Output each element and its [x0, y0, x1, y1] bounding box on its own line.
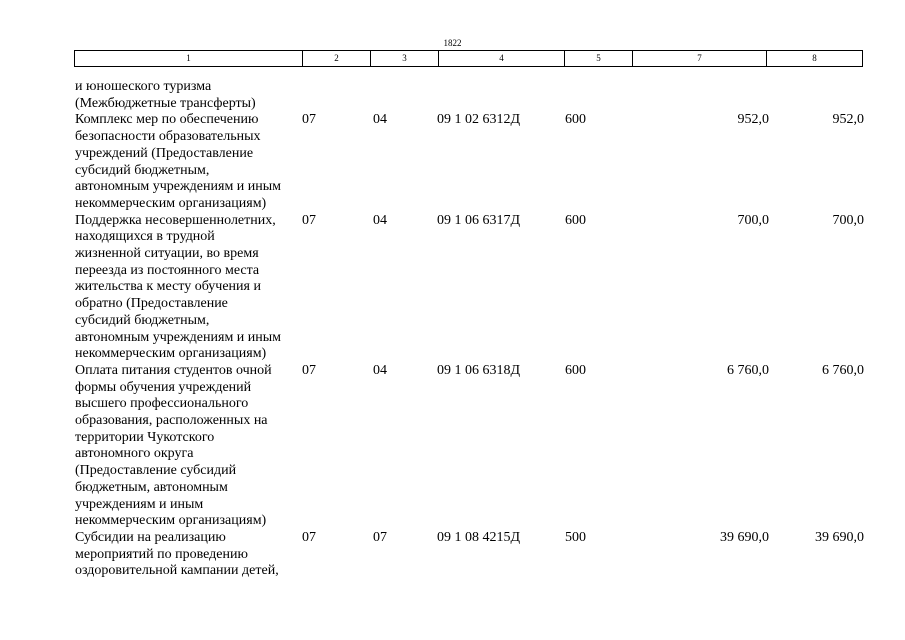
- row-amount-col8: 700,0: [832, 212, 864, 228]
- column-header-8: 8: [767, 51, 863, 67]
- row-amount-col8: 952,0: [832, 112, 864, 128]
- row-subsection: 07: [373, 529, 387, 545]
- row-expense-type: 600: [565, 212, 586, 228]
- row-name: Комплекс мер по обеспечению безопасности образовательных учреждений (Предоставление субсидий бюджетным, автономным учреждениям и иным некоммерческим организациям): [75, 112, 282, 211]
- page-number: 1822: [443, 38, 462, 48]
- row-section: 07: [302, 529, 316, 545]
- table-row: [75, 213, 865, 363]
- column-header-3: 3: [371, 51, 439, 67]
- row-section: 07: [302, 112, 316, 128]
- row-amount-col7: 700,0: [737, 212, 769, 228]
- row-section: 07: [302, 212, 316, 228]
- column-header-row: [75, 51, 863, 67]
- table-row: [75, 112, 865, 212]
- row-name: и юношеского туризма (Межбюджетные трансферты): [75, 79, 256, 111]
- row-amount-col7: 39 690,0: [720, 529, 769, 545]
- row-name: Субсидии на реализацию мероприятий по проведению оздоровительной кампании детей,: [75, 529, 279, 579]
- table-row: [75, 363, 865, 530]
- column-header-table: [74, 50, 863, 67]
- row-name: Поддержка несовершеннолетних, находящихся в трудной жизненной ситуации, во время переезда из постоянного места жительства к месту обучения и обратно (Предоставление субсидий бюджетным, автономным учреждениям и иным некоммерческим организациям): [75, 212, 282, 362]
- row-name: Оплата питания студентов очной формы обучения учреждений высшего профессионального образования, расположенных на территории Чукотского автономного округа (Предоставление субсидий бюджетным, автономным учреждениям и иным некоммерческим организациям): [75, 362, 272, 529]
- row-target-code: 09 1 08 4215Д: [437, 529, 521, 545]
- row-expense-type: 600: [565, 362, 586, 378]
- row-expense-type: 500: [565, 529, 586, 545]
- row-subsection: 04: [373, 212, 387, 228]
- column-header-2: 2: [303, 51, 371, 67]
- column-header-5: 5: [565, 51, 633, 67]
- row-amount-col7: 6 760,0: [727, 362, 769, 378]
- column-header-7: 7: [633, 51, 767, 67]
- budget-table-body: [75, 79, 865, 580]
- row-target-code: 09 1 06 6317Д: [437, 212, 521, 228]
- row-amount-col8: 39 690,0: [815, 529, 864, 545]
- row-target-code: 09 1 02 6312Д: [437, 112, 521, 128]
- row-amount-col7: 952,0: [737, 112, 769, 128]
- row-section: 07: [302, 362, 316, 378]
- column-header-4: 4: [439, 51, 565, 67]
- row-subsection: 04: [373, 362, 387, 378]
- table-row: [75, 530, 865, 580]
- table-row: [75, 79, 865, 112]
- column-header-1: 1: [75, 51, 303, 67]
- row-amount-col8: 6 760,0: [822, 362, 864, 378]
- row-subsection: 04: [373, 112, 387, 128]
- row-target-code: 09 1 06 6318Д: [437, 362, 521, 378]
- row-expense-type: 600: [565, 112, 586, 128]
